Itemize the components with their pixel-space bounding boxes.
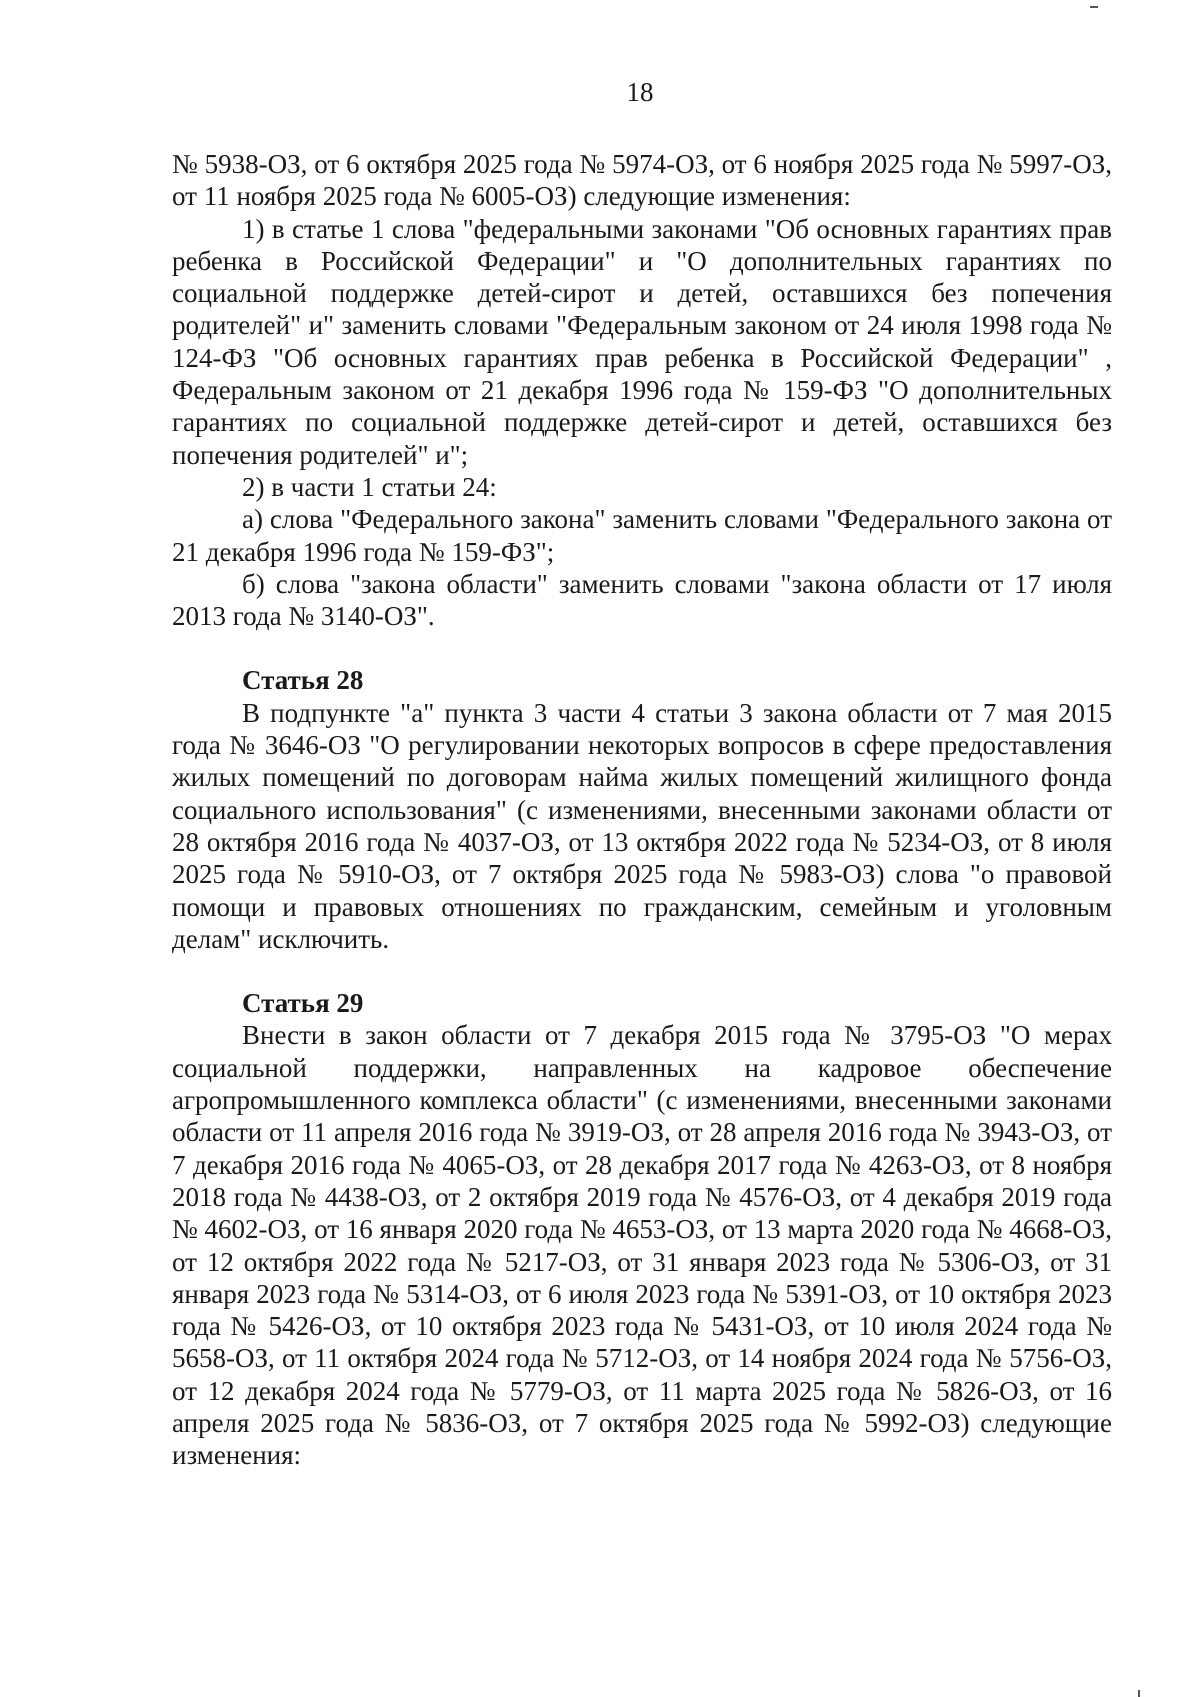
amendment-item-1: 1) в статье 1 слова "федеральными законами "Об основных гарантиях прав ребенка в Российской Федерации" и "О дополнительных гарантиях по социальной поддержке детей-сирот и детей, оставшихся без попечения родителей" и" заменить словами "Федеральным законом от 24 июля 1998 года № 124-ФЗ "Об основных гарантиях прав ребенка в Российской Федерации" , Федеральным законом от 21 декабря 1996 года № 159-ФЗ "О дополнительных гарантиях по социальной поддержке детей-сирот и детей, оставшихся без попечения родителей" и"; <box>172 213 1112 470</box>
document-body <box>172 148 1112 1472</box>
article-28-text: В подпункте "а" пункта 3 части 4 статьи 3 закона области от 7 мая 2015 года № 3646-ОЗ "О регулировании некоторых вопросов в сфере предоставления жилых помещений по договорам найма жилых помещений жилищного фонда социального использования" (с изменениями, внесенными законами области от 28 октября 2016 года № 4037-ОЗ, от 13 октября 2022 года № 5234-ОЗ, от 8 июля 2025 года № 5910-ОЗ, от 7 октября 2025 года № 5983-ОЗ) слова "о правовой помощи и правовых отношениях по гражданским, семейным и уголовным делам" исключить. <box>172 697 1112 954</box>
article-29 <box>172 987 1112 1471</box>
amendment-item-2b: б) слова "закона области" заменить словами "закона области от 17 июля 2013 года № 3140-ОЗ". <box>172 568 1112 632</box>
amendment-item-2a: а) слова "Федерального закона" заменить словами "Федерального закона от 21 декабря 1996 года № 159-ФЗ"; <box>172 504 1112 567</box>
article-28 <box>172 664 1112 955</box>
article-29-text: Внести в закон области от 7 декабря 2015 года № 3795-ОЗ "О мерах социальной поддержки, направленных на кадровое обеспечение агропромышленного комплекса области" (с изменениями, внесенными законами области от 11 апреля 2016 года № 3919-ОЗ, от 28 апреля 2016 года № 3943-ОЗ, от 7 декабря 2016 года № 4065-ОЗ, от 28 декабря 2017 года № 4263-ОЗ, от 8 ноября 2018 года № 4438-ОЗ, от 2 октября 2019 года № 4576-ОЗ, от 4 декабря 2019 года № 4602-ОЗ, от 16 января 2020 года № 4653-ОЗ, от 13 марта 2020 года № 4668-ОЗ, от 12 октября 2022 года № 5217-ОЗ, от 31 января 2023 года № 5306-ОЗ, от 31 января 2023 года № 5314-ОЗ, от 6 июля 2023 года № 5391-ОЗ, от 10 октября 2023 года № 5426-ОЗ, от 10 октября 2023 года № 5431-ОЗ, от 10 июля 2024 года № 5658-ОЗ, от 11 октября 2024 года № 5712-ОЗ, от 14 ноября 2024 года № 5756-ОЗ, от 12 декабря 2024 года № 5779-ОЗ, от 11 марта 2025 года № 5826-ОЗ, от 16 апреля 2025 года № 5836-ОЗ, от 7 октября 2025 года № 5992-ОЗ) следующие изменения: <box>172 1020 1112 1471</box>
scan-mark-bottom <box>1138 1690 1140 1697</box>
page-number: 18 <box>626 77 654 107</box>
continuation-paragraph: № 5938-ОЗ, от 6 октября 2025 года № 5974-ОЗ, от 6 ноября 2025 года № 5997-ОЗ, от 11 ноября 2025 года № 6005-ОЗ) следующие изменения: <box>172 149 1112 212</box>
article-28-title: Статья 28 <box>242 665 364 696</box>
scan-mark-top <box>1090 6 1098 8</box>
spacer <box>172 632 1112 664</box>
spacer <box>172 955 1112 987</box>
article-29-title: Статья 29 <box>242 988 364 1019</box>
amendment-item-2: 2) в части 1 статьи 24: <box>242 471 497 502</box>
